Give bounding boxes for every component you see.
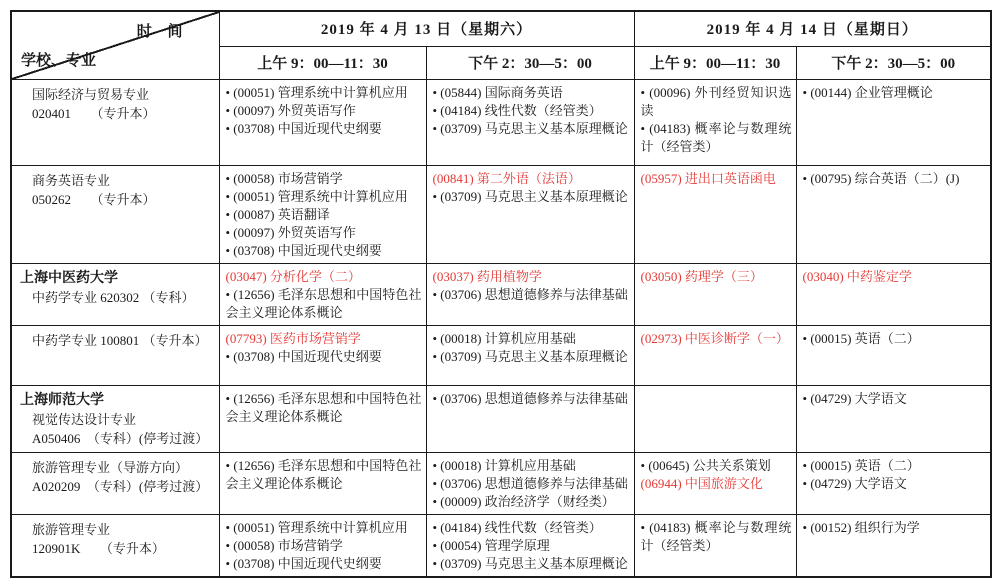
table-row xyxy=(11,452,991,514)
course-item: • (03708) 中国近现代史纲要 xyxy=(225,555,382,571)
course-item: • (00645) 公共关系策划 xyxy=(640,457,771,473)
course-cell xyxy=(426,325,634,385)
date-header-day1: 2019 年 4 月 13 日（星期六） xyxy=(219,11,634,46)
course-item: • (03709) 马克思主义基本原理概论 xyxy=(432,120,628,136)
course-item: • (03709) 马克思主义基本原理概论 xyxy=(432,555,628,571)
course-item: • (03708) 中国近现代史纲要 xyxy=(225,120,382,136)
table-row xyxy=(11,165,991,263)
course-item: • (03708) 中国近现代史纲要 xyxy=(225,348,382,364)
exam-schedule-table xyxy=(10,10,992,578)
course-cell xyxy=(219,514,426,577)
course-item: • (00051) 管理系统中计算机应用 xyxy=(225,84,408,100)
course-item: • (03706) 思想道德修养与法律基础 xyxy=(432,286,628,302)
major-label: 旅游管理专业（导游方向） xyxy=(32,459,189,475)
course-item: • (05844) 国际商务英语 xyxy=(432,84,563,100)
corner-school-label: 学校、专业 xyxy=(21,52,97,69)
major-label: 120901K （专升本） xyxy=(32,540,165,556)
course-item: • (12656) 毛泽东思想和中国特色社会主义理论体系概论 xyxy=(225,457,422,491)
time-header-day2-pm: 下午 2：30—5：00 xyxy=(796,46,991,79)
major-label: 中药学专业 620302 （专科） xyxy=(32,289,195,305)
course-cell xyxy=(426,385,634,452)
course-item-red: (03037) 药用植物学 xyxy=(432,268,542,284)
school-cell xyxy=(11,325,219,385)
school-cell xyxy=(11,79,219,165)
time-header-day1-am: 上午 9：00—11：30 xyxy=(219,46,426,79)
course-item: • (00051) 管理系统中计算机应用 xyxy=(225,188,408,204)
schedule-body xyxy=(11,79,991,577)
course-item: • (04184) 线性代数（经管类） xyxy=(432,519,602,535)
course-item: • (00097) 外贸英语写作 xyxy=(225,102,356,118)
header-date-row xyxy=(11,11,991,46)
course-cell xyxy=(634,452,796,514)
school-cell xyxy=(11,165,219,263)
table-row xyxy=(11,325,991,385)
course-cell xyxy=(219,165,426,263)
course-cell xyxy=(634,79,796,165)
course-item-red: (03040) 中药鉴定学 xyxy=(802,268,912,284)
major-label: 050262 （专升本） xyxy=(32,191,156,207)
course-item: • (04184) 线性代数（经管类） xyxy=(432,102,602,118)
course-item-red: (00841) 第二外语（法语） xyxy=(432,170,581,186)
course-cell xyxy=(796,452,991,514)
corner-time-label: 时 间 xyxy=(136,24,189,40)
table-row xyxy=(11,263,991,325)
school-cell xyxy=(11,514,219,577)
course-cell xyxy=(426,79,634,165)
course-item: • (03708) 中国近现代史纲要 xyxy=(225,242,382,258)
course-item: • (03709) 马克思主义基本原理概论 xyxy=(432,188,628,204)
course-item: • (04183) 概率论与数理统计（经管类） xyxy=(640,519,792,553)
course-cell xyxy=(219,263,426,325)
course-cell xyxy=(796,263,991,325)
time-header-day2-am: 上午 9：00—11：30 xyxy=(634,46,796,79)
school-cell xyxy=(11,263,219,325)
course-item: • (03706) 思想道德修养与法律基础 xyxy=(432,475,628,491)
course-item: • (00015) 英语（二） xyxy=(802,457,920,473)
course-item: • (00051) 管理系统中计算机应用 xyxy=(225,519,408,535)
course-cell xyxy=(219,452,426,514)
course-item-red: (03047) 分析化学（二） xyxy=(225,268,361,284)
major-label: 旅游管理专业 xyxy=(32,521,111,537)
course-cell xyxy=(219,79,426,165)
course-item: • (00015) 英语（二） xyxy=(802,330,920,346)
course-cell xyxy=(634,514,796,577)
course-item: • (04729) 大学语文 xyxy=(802,390,907,406)
course-item-red: (02973) 中医诊断学（一） xyxy=(640,330,789,346)
major-label: 020401 （专升本） xyxy=(32,105,156,121)
course-cell xyxy=(796,165,991,263)
course-item-red: (07793) 医药市场营销学 xyxy=(225,330,361,346)
course-item: • (03709) 马克思主义基本原理概论 xyxy=(432,348,628,364)
course-cell xyxy=(796,385,991,452)
course-cell xyxy=(796,514,991,577)
course-item: • (03706) 思想道德修养与法律基础 xyxy=(432,390,628,406)
course-item: • (00018) 计算机应用基础 xyxy=(432,330,576,346)
course-cell xyxy=(634,263,796,325)
course-item: • (00097) 外贸英语写作 xyxy=(225,224,356,240)
school-name: 上海中医药大学 xyxy=(20,270,118,286)
course-cell xyxy=(426,263,634,325)
school-cell xyxy=(11,452,219,514)
table-row xyxy=(11,514,991,577)
course-item-red: (03050) 药理学（三） xyxy=(640,268,763,284)
major-label: A020209 （专科）(停考过渡） xyxy=(32,478,209,494)
course-item: • (00795) 综合英语（二）(J) xyxy=(802,170,960,186)
major-label: 视觉传达设计专业 xyxy=(32,411,137,427)
course-item: • (00054) 管理学原理 xyxy=(432,537,550,553)
course-item: • (12656) 毛泽东思想和中国特色社会主义理论体系概论 xyxy=(225,390,422,424)
course-item: • (00144) 企业管理概论 xyxy=(802,84,933,100)
course-cell xyxy=(219,325,426,385)
school-name: 上海师范大学 xyxy=(20,392,104,408)
major-label: A050406 （专科）(停考过渡） xyxy=(32,430,209,446)
course-item: • (00087) 英语翻译 xyxy=(225,206,330,222)
course-item: • (12656) 毛泽东思想和中国特色社会主义理论体系概论 xyxy=(225,286,422,320)
course-item: • (00152) 组织行为学 xyxy=(802,519,920,535)
course-cell xyxy=(426,514,634,577)
major-label: 中药学专业 100801 （专升本） xyxy=(32,332,208,348)
course-cell xyxy=(634,325,796,385)
table-row xyxy=(11,79,991,165)
table-row xyxy=(11,385,991,452)
course-cell xyxy=(426,165,634,263)
time-header-day1-pm: 下午 2：30—5：00 xyxy=(426,46,634,79)
course-item-red: (05957) 进出口英语函电 xyxy=(640,170,776,186)
course-item: • (04183) 概率论与数理统计（经管类） xyxy=(640,120,792,154)
corner-cell xyxy=(11,11,219,79)
course-cell xyxy=(796,79,991,165)
major-label: 国际经济与贸易专业 xyxy=(32,86,150,102)
course-cell xyxy=(634,165,796,263)
course-item: • (00096) 外刊经贸知识选读 xyxy=(640,84,792,118)
course-cell xyxy=(796,325,991,385)
school-cell xyxy=(11,385,219,452)
course-item-red: (06944) 中国旅游文化 xyxy=(640,475,763,491)
course-item: • (00058) 市场营销学 xyxy=(225,537,343,553)
course-cell xyxy=(634,385,796,452)
course-item: • (00058) 市场营销学 xyxy=(225,170,343,186)
major-label: 商务英语专业 xyxy=(32,172,111,188)
course-item: • (00018) 计算机应用基础 xyxy=(432,457,576,473)
course-cell xyxy=(426,452,634,514)
course-cell xyxy=(219,385,426,452)
course-item: • (00009) 政治经济学（财经类） xyxy=(432,493,615,509)
course-item: • (04729) 大学语文 xyxy=(802,475,907,491)
date-header-day2: 2019 年 4 月 14 日（星期日） xyxy=(634,11,991,46)
